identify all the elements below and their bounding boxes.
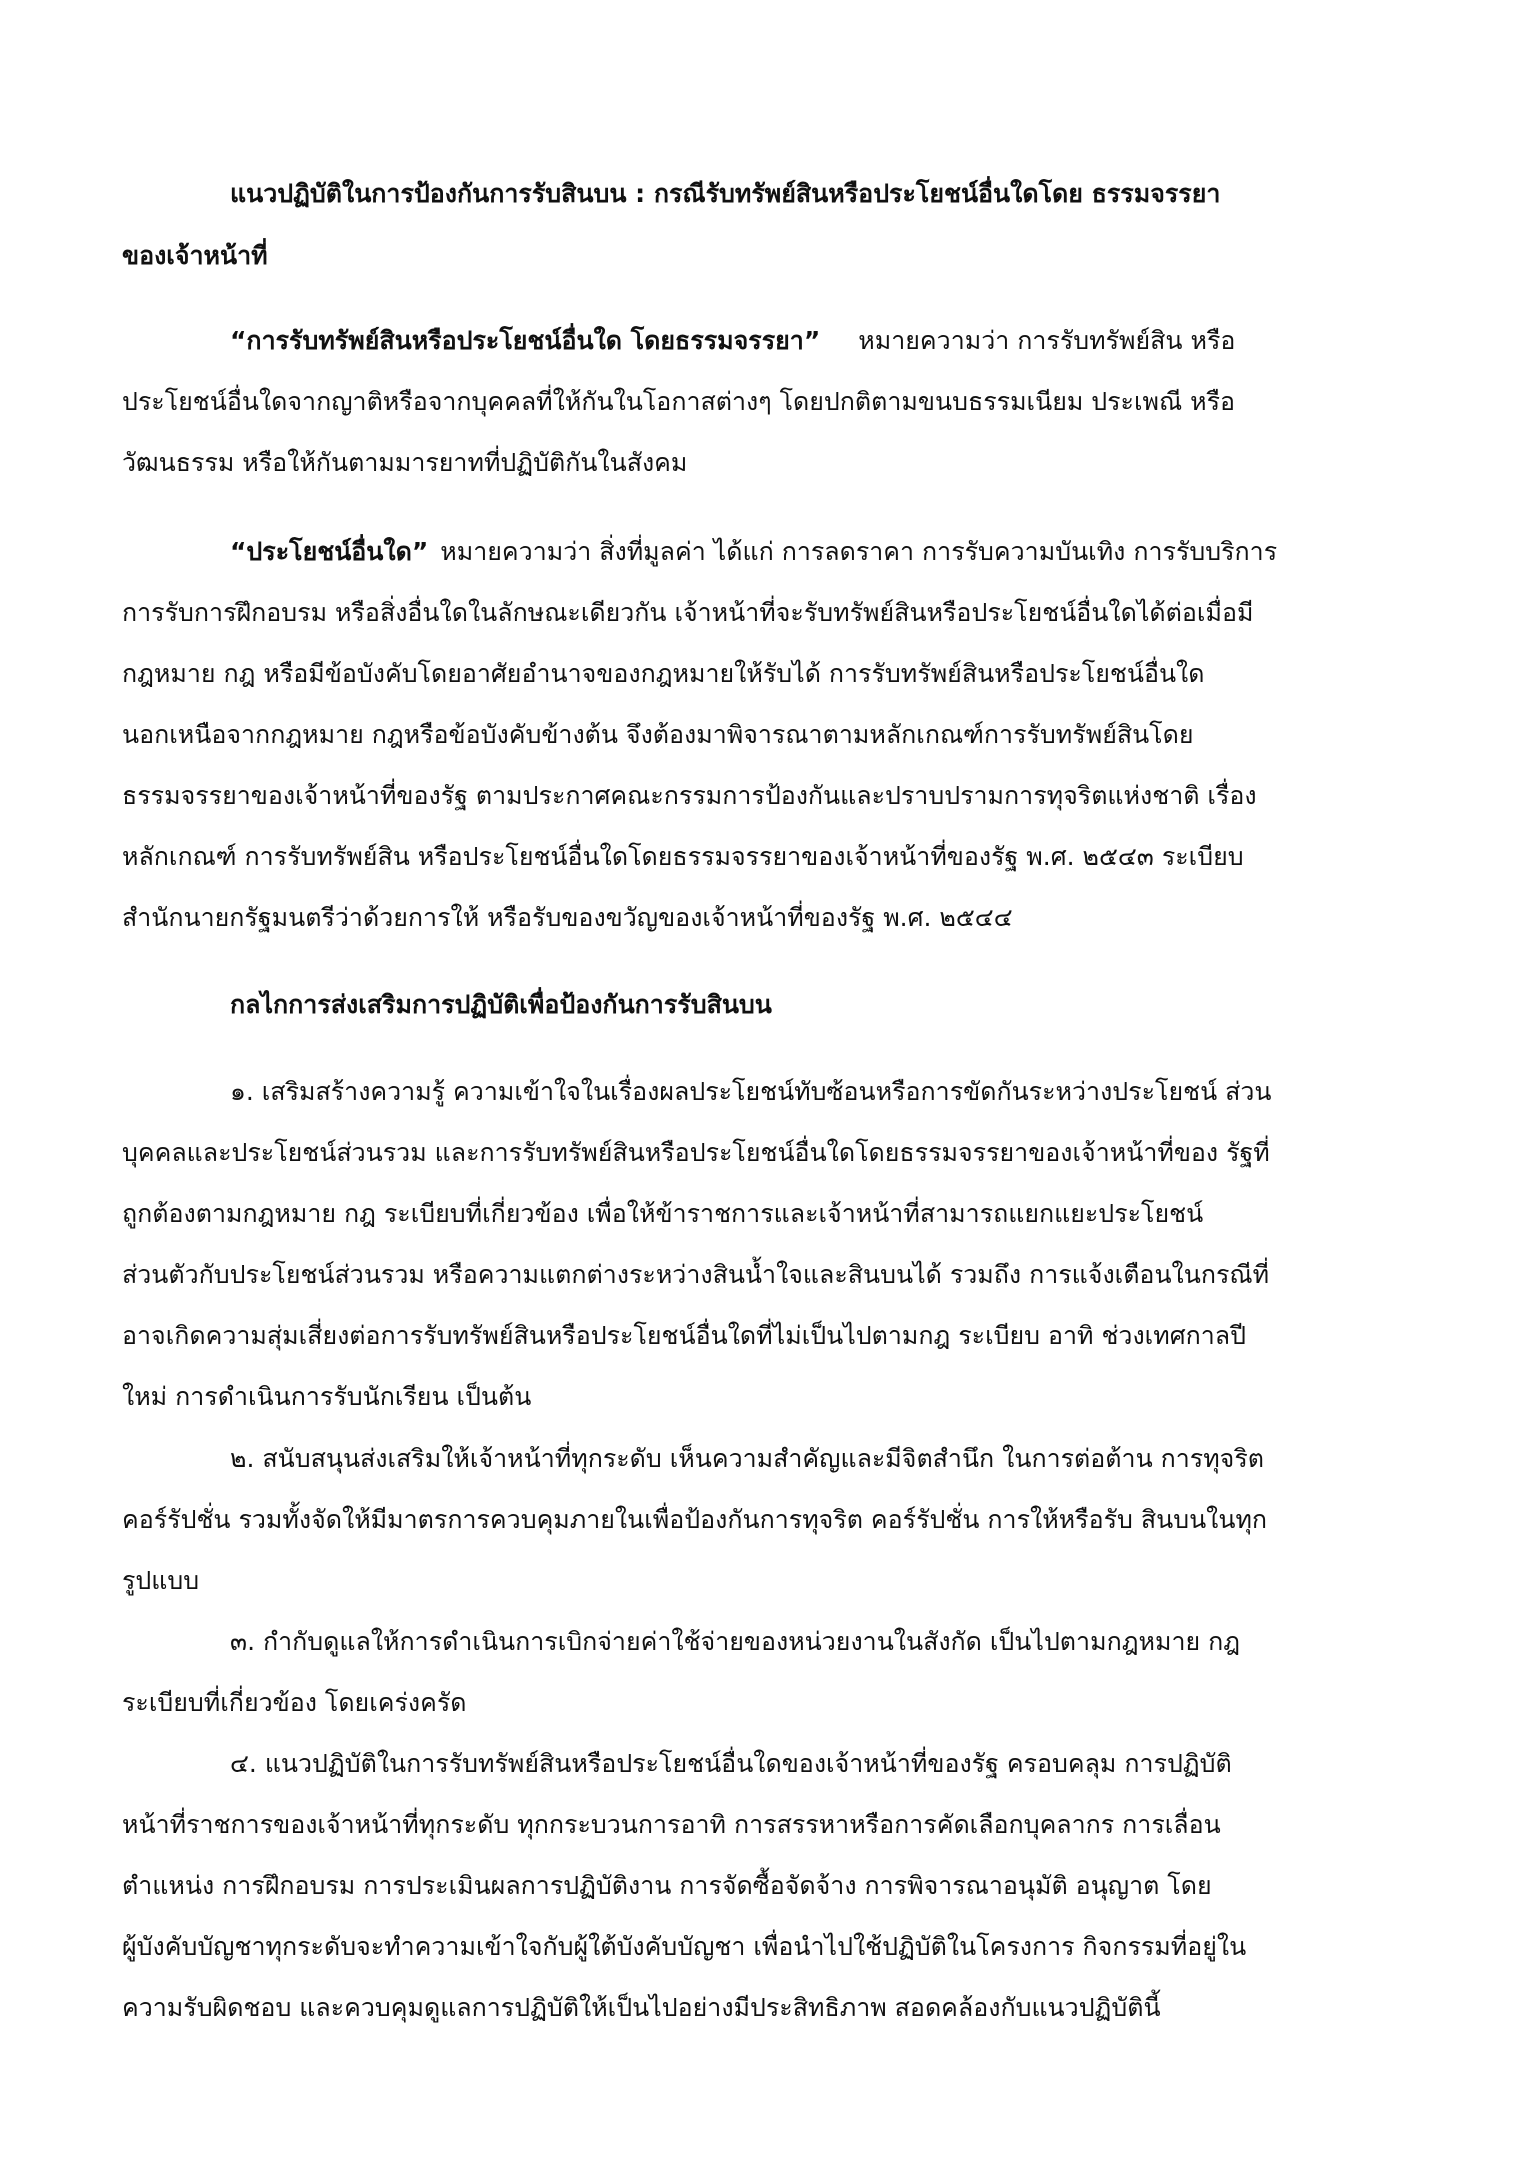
- item-2-line-1: ๒. สนับสนุนส่งเสริมให้เจ้าหน้าที่ทุกระดับ เห็นความสำคัญและมีจิตสำนึก ในการต่อต้าน การทุจริต: [230, 1444, 1264, 1473]
- document-title-line-2: ของเจ้าหน้าที่: [122, 241, 268, 270]
- document-title-line-1: แนวปฏิบัติในการป้องกันการรับสินบน : กรณีรับทรัพย์สินหรือประโยชน์อื่นใดโดย ธรรมจรรยา: [230, 179, 1221, 208]
- item-4-line-4: ผู้บังคับบัญชาทุกระดับจะทำความเข้าใจกับผู้ใต้บังคับบัญชา เพื่อนำไปใช้ปฏิบัติในโครงการ กิจกรรมที่อยู่ใน: [122, 1932, 1247, 1961]
- item-1-line-5: อาจเกิดความสุ่มเสี่ยงต่อการรับทรัพย์สินหรือประโยชน์อื่นใดที่ไม่เป็นไปตามกฎ ระเบียบ อาทิ ช่วงเทศกาลปี: [122, 1321, 1246, 1350]
- item-4-line-5: ความรับผิดชอบ และควบคุมดูแลการปฏิบัติให้เป็นไปอย่างมีประสิทธิภาพ สอดคล้องกับแนวปฏิบัตินี้: [122, 1993, 1161, 2022]
- definition-1-term: “การรับทรัพย์สินหรือประโยชน์อื่นใด โดยธรรมจรรยา”: [230, 326, 821, 355]
- item-1-line-1: ๑. เสริมสร้างความรู้ ความเข้าใจในเรื่องผลประโยชน์ทับซ้อนหรือการขัดกันระหว่างประโยชน์ ส่วน: [230, 1077, 1272, 1106]
- definition-1-text: หมายความว่า การรับทรัพย์สิน หรือ: [858, 326, 1236, 355]
- definition-1-line-3: วัฒนธรรม หรือให้กันตามมารยาทที่ปฏิบัติกันในสังคม: [122, 448, 688, 477]
- section-heading: กลไกการส่งเสริมการปฏิบัติเพื่อป้องกันการรับสินบน: [230, 990, 772, 1019]
- item-1-line-3: ถูกต้องตามกฎหมาย กฎ ระเบียบที่เกี่ยวข้อง เพื่อให้ข้าราชการและเจ้าหน้าที่สามารถแยกแยะประโยชน์: [122, 1199, 1204, 1228]
- item-1-line-2: บุคคลและประโยชน์ส่วนรวม และการรับทรัพย์สินหรือประโยชน์อื่นใดโดยธรรมจรรยาของเจ้าหน้าที่ของ รัฐที่: [122, 1138, 1270, 1167]
- definition-2-line-4: นอกเหนือจากกฎหมาย กฎหรือข้อบังคับข้างต้น จึงต้องมาพิจารณาตามหลักเกณฑ์การรับทรัพย์สินโดย: [122, 720, 1194, 749]
- item-3-line-2: ระเบียบที่เกี่ยวข้อง โดยเคร่งครัด: [122, 1688, 467, 1717]
- definition-2-term: “ประโยชน์อื่นใด”: [230, 537, 429, 566]
- item-1-line-4: ส่วนตัวกับประโยชน์ส่วนรวม หรือความแตกต่างระหว่างสินน้ำใจและสินบนได้ รวมถึง การแจ้งเตือนในกรณีที่: [122, 1260, 1270, 1289]
- item-1-line-6: ใหม่ การดำเนินการรับนักเรียน เป็นต้น: [122, 1382, 532, 1411]
- item-2-line-2: คอร์รัปชั่น รวมทั้งจัดให้มีมาตรการควบคุมภายในเพื่อป้องกันการทุจริต คอร์รัปชั่น การให้หรือรับ สินบนในทุก: [122, 1505, 1268, 1534]
- definition-1-line-1: [230, 322, 1420, 360]
- item-4-line-3: ตำแหน่ง การฝึกอบรม การประเมินผลการปฏิบัติงาน การจัดซื้อจัดจ้าง การพิจารณาอนุมัติ อนุญาต โดย: [122, 1871, 1212, 1900]
- definition-2-line-1: [230, 533, 1420, 571]
- definition-1-line-2: ประโยชน์อื่นใดจากญาติหรือจากบุคคลที่ให้กันในโอกาสต่างๆ โดยปกติตามขนบธรรมเนียม ประเพณี หรือ: [122, 387, 1236, 416]
- item-3-line-1: ๓. กำกับดูแลให้การดำเนินการเบิกจ่ายค่าใช้จ่ายของหน่วยงานในสังกัด เป็นไปตามกฎหมาย กฎ: [230, 1627, 1240, 1656]
- item-4-line-1: ๔. แนวปฏิบัติในการรับทรัพย์สินหรือประโยชน์อื่นใดของเจ้าหน้าที่ของรัฐ ครอบคลุม การปฏิบัติ: [230, 1749, 1232, 1778]
- definition-2-line-7: สำนักนายกรัฐมนตรีว่าด้วยการให้ หรือรับของขวัญของเจ้าหน้าที่ของรัฐ พ.ศ. ๒๕๔๔: [122, 903, 1013, 932]
- definition-2-text: หมายความว่า สิ่งที่มูลค่า ได้แก่ การลดราคา การรับความบันเทิง การรับบริการ: [440, 537, 1278, 566]
- item-2-line-3: รูปแบบ: [122, 1566, 200, 1595]
- definition-2-line-2: การรับการฝึกอบรม หรือสิ่งอื่นใดในลักษณะเดียวกัน เจ้าหน้าที่จะรับทรัพย์สินหรือประโยชน์อื่นใดได้ต่อเมื่อมี: [122, 598, 1254, 627]
- definition-2-line-5: ธรรมจรรยาของเจ้าหน้าที่ของรัฐ ตามประกาศคณะกรรมการป้องกันและปราบปรามการทุจริตแห่งชาติ เรื่อง: [122, 781, 1257, 810]
- definition-2-line-3: กฎหมาย กฎ หรือมีข้อบังคับโดยอาศัยอำนาจของกฎหมายให้รับได้ การรับทรัพย์สินหรือประโยชน์อื่นใด: [122, 659, 1205, 688]
- definition-2-line-6: หลักเกณฑ์ การรับทรัพย์สิน หรือประโยชน์อื่นใดโดยธรรมจรรยาของเจ้าหน้าที่ของรัฐ พ.ศ. ๒๕๔๓ ระเบียบ: [122, 842, 1244, 871]
- item-4-line-2: หน้าที่ราชการของเจ้าหน้าที่ทุกระดับ ทุกกระบวนการอาทิ การสรรหาหรือการคัดเลือกบุคลากร การเลื่อน: [122, 1810, 1221, 1839]
